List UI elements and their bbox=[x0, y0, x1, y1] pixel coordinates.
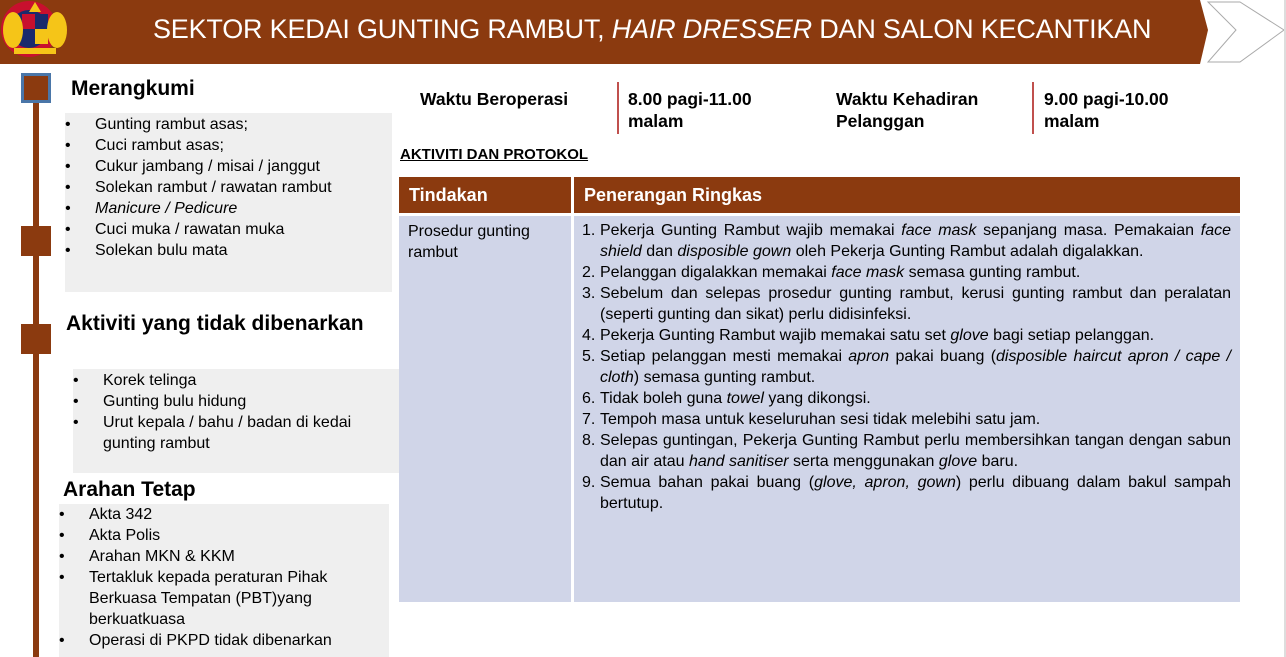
list-item: • Korek telinga bbox=[73, 370, 399, 391]
timeline-line bbox=[33, 86, 39, 657]
step-number: 9. bbox=[582, 474, 596, 491]
step-text: face mask bbox=[831, 264, 905, 281]
step-number: 6. bbox=[582, 390, 596, 407]
step-text: bagi setiap pelanggan. bbox=[988, 327, 1155, 344]
step-text: Setiap pelanggan mesti memakai bbox=[600, 348, 849, 365]
list-item: • Gunting rambut asas; bbox=[65, 114, 392, 135]
protocol-step bbox=[582, 430, 1231, 472]
list-item: • Manicure / Pedicure bbox=[65, 198, 392, 219]
step-text: hand sanitiser bbox=[688, 453, 789, 470]
step-text: face mask bbox=[901, 222, 977, 239]
attendance-hours-label: Waktu Kehadiran Pelanggan bbox=[836, 89, 979, 131]
protocol-step bbox=[582, 409, 1231, 430]
step-text: Pekerja Gunting Rambut wajib memakai satu set bbox=[600, 327, 951, 344]
step-text: glove, apron, gown bbox=[814, 474, 956, 491]
step-text: dan bbox=[641, 243, 678, 260]
step-text: Tempoh masa untuk keseluruhan sesi tidak melebihi satu jam. bbox=[600, 411, 1041, 428]
protocol-step bbox=[582, 472, 1231, 514]
action-cell: Prosedur gunting rambut bbox=[399, 216, 571, 602]
arahan-tetap-title: Arahan Tetap bbox=[63, 478, 196, 501]
header-banner bbox=[0, 0, 1286, 64]
page-title: SEKTOR KEDAI GUNTING RAMBUT, HAIR DRESSER DAN SALON KECANTIKAN bbox=[153, 14, 1152, 44]
timeline-marker bbox=[21, 73, 51, 103]
tidak-dibenarkan-panel bbox=[73, 369, 399, 473]
step-text: sepanjang masa. Pemakaian bbox=[976, 222, 1201, 239]
list-item: • Akta 342 bbox=[59, 504, 389, 525]
step-number: 2. bbox=[582, 264, 596, 281]
protocol-heading: AKTIVITI DAN PROTOKOL bbox=[400, 146, 589, 163]
separator bbox=[1032, 82, 1034, 134]
attendance-hours-value: 9.00 pagi-10.00 malam bbox=[1044, 89, 1169, 131]
list-item: • Akta Polis bbox=[59, 525, 389, 546]
step-text: oleh Pekerja Gunting Rambut adalah digalakkan. bbox=[791, 243, 1144, 260]
step-text: disposible gown bbox=[677, 243, 792, 260]
step-text: glove bbox=[938, 453, 978, 470]
step-text: ) semasa gunting rambut. bbox=[633, 369, 816, 386]
timeline-marker bbox=[21, 226, 51, 256]
protocol-step bbox=[582, 262, 1231, 283]
protocol-step bbox=[582, 346, 1231, 388]
list-item: • Cukur jambang / misai / janggut bbox=[65, 156, 392, 177]
protocol-step bbox=[582, 283, 1231, 325]
step-number: 1. bbox=[582, 222, 596, 239]
step-text: pakai buang ( bbox=[889, 348, 997, 365]
tidak-dibenarkan-title: Aktiviti yang tidak dibenarkan bbox=[66, 312, 364, 335]
description-cell bbox=[574, 216, 1240, 602]
step-text: towel bbox=[726, 390, 764, 407]
protocol-steps-list bbox=[582, 220, 1231, 514]
arahan-tetap-panel bbox=[59, 504, 389, 657]
step-text: disposible haircut apron / cape / cloth bbox=[600, 348, 1231, 386]
step-text: ) perlu dibuang dalam bakul sampah bertutup. bbox=[600, 474, 1231, 512]
protocol-step bbox=[582, 220, 1231, 262]
step-text: face shield bbox=[600, 222, 1231, 260]
operating-hours-value: 8.00 pagi-11.00 malam bbox=[628, 89, 752, 131]
list-item: • Solekan bulu mata bbox=[65, 240, 392, 261]
column-header-penerangan: Penerangan Ringkas bbox=[574, 177, 1240, 213]
step-text: glove bbox=[950, 327, 989, 344]
merangkumi-title: Merangkumi bbox=[71, 77, 195, 100]
step-text: Selepas guntingan, Pekerja Gunting Rambut perlu membersihkan tangan dengan sabun dan air atau bbox=[600, 432, 1231, 470]
list-item: • Tertakluk kepada peraturan Pihak Berkuasa Tempatan (PBT)yang berkuatkuasa bbox=[59, 567, 389, 630]
step-text: Tidak boleh guna bbox=[600, 390, 727, 407]
step-number: 4. bbox=[582, 327, 596, 344]
merangkumi-list bbox=[65, 113, 392, 261]
timeline-marker bbox=[21, 324, 51, 354]
list-item: • Cuci rambut asas; bbox=[65, 135, 392, 156]
separator bbox=[617, 82, 619, 134]
protocol-step bbox=[582, 388, 1231, 409]
merangkumi-panel bbox=[65, 113, 392, 292]
list-item: • Arahan MKN & KKM bbox=[59, 546, 389, 567]
step-text: yang dikongsi. bbox=[763, 390, 871, 407]
operating-hours-label: Waktu Beroperasi bbox=[420, 89, 569, 109]
step-text: baru. bbox=[977, 453, 1019, 470]
list-item: • Cuci muka / rawatan muka bbox=[65, 219, 392, 240]
column-header-tindakan: Tindakan bbox=[399, 177, 571, 213]
protocol-step bbox=[582, 325, 1231, 346]
jata-negara-icon bbox=[0, 0, 70, 60]
step-text: semasa gunting rambut. bbox=[904, 264, 1081, 281]
step-text: Pelanggan digalakkan memakai bbox=[600, 264, 832, 281]
step-number: 8. bbox=[582, 432, 596, 449]
step-text: serta menggunakan bbox=[788, 453, 939, 470]
protocol-table bbox=[399, 177, 1240, 602]
list-item: • Urut kepala / bahu / badan di kedai gunting rambut bbox=[73, 412, 399, 454]
list-item: • Operasi di PKPD tidak dibenarkan bbox=[59, 630, 389, 651]
step-number: 5. bbox=[582, 348, 596, 365]
step-text: Sebelum dan selepas prosedur gunting rambut, kerusi gunting rambut dan peralatan (seperti gunting dan sikat) perlu didisinfeksi. bbox=[600, 285, 1231, 323]
step-number: 7. bbox=[582, 411, 596, 428]
arahan-tetap-list bbox=[59, 504, 389, 651]
step-text: apron bbox=[848, 348, 890, 365]
step-text: Semua bahan pakai buang ( bbox=[600, 474, 815, 491]
step-number: 3. bbox=[582, 285, 596, 302]
step-text: Pekerja Gunting Rambut wajib memakai bbox=[600, 222, 902, 239]
tidak-dibenarkan-list bbox=[73, 369, 399, 454]
list-item: • Gunting bulu hidung bbox=[73, 391, 399, 412]
list-item: • Solekan rambut / rawatan rambut bbox=[65, 177, 392, 198]
